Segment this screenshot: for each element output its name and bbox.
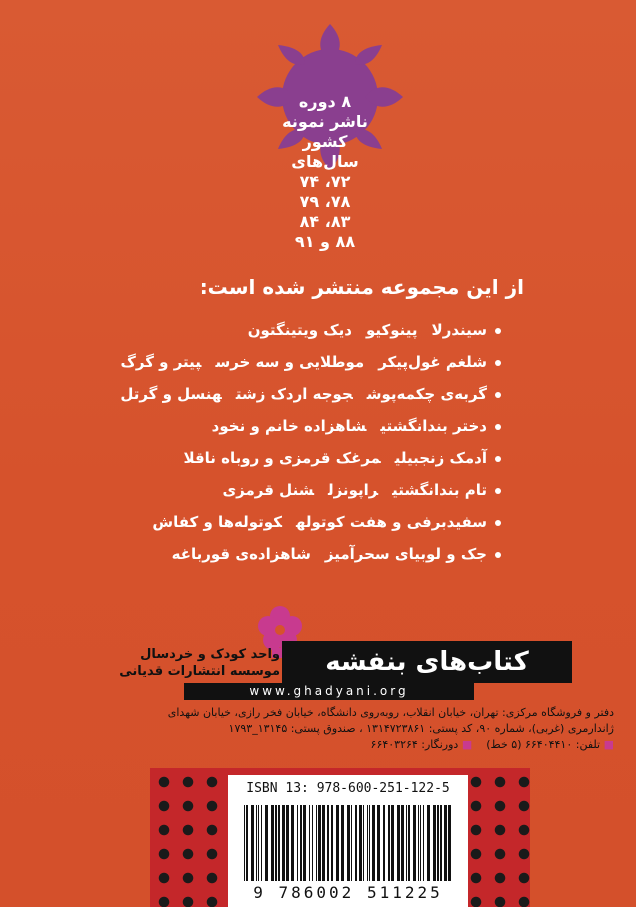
book-title: شاهزاده‌ی قورباغه bbox=[171, 545, 311, 563]
list-item bbox=[101, 318, 501, 350]
bullet-icon: ■ bbox=[603, 738, 614, 751]
bullet-icon bbox=[495, 424, 501, 430]
badge-line: ۷۲، ۷۴ bbox=[299, 172, 351, 191]
publisher-address bbox=[104, 705, 614, 753]
book-title: مرغک قرمزی و روباه ناقلا bbox=[183, 449, 381, 467]
isbn-number: ISBN 13: 978-600-251-122-5 bbox=[246, 781, 450, 796]
publisher-brand: کتاب‌های بنفشه bbox=[282, 641, 572, 683]
book-title: جک و لوبیای سحرآمیز bbox=[324, 545, 487, 563]
publisher-org: موسسه انتشارات قدیانی bbox=[119, 664, 280, 679]
publisher-unit: واحد کودک و خردسال bbox=[140, 647, 280, 662]
bullet-icon bbox=[495, 552, 501, 558]
book-title: تام بندانگشتی bbox=[392, 481, 487, 499]
badge-line: سال‌های bbox=[291, 152, 359, 171]
address-line: دفتر و فروشگاه مرکزی: تهران، خیابان انقلاب، روبه‌روی دانشگاه، خیابان فخر رازی، خیابان شهدای bbox=[167, 706, 614, 719]
book-title: سیندرلا bbox=[431, 321, 487, 339]
barcode-label bbox=[228, 775, 468, 907]
badge-line: ۷۸، ۷۹ bbox=[299, 192, 351, 211]
list-item bbox=[101, 478, 501, 510]
badge-line: کشور bbox=[302, 132, 348, 151]
list-item bbox=[101, 382, 501, 414]
publisher-subtitle bbox=[100, 646, 280, 680]
badge-line: ناشر نمونه bbox=[282, 112, 368, 131]
book-title: شاهزاده خانم و نخود bbox=[211, 417, 367, 435]
book-title: هنسل و گرتل bbox=[120, 385, 222, 403]
book-title: سفیدبرفی و هفت کوتوله bbox=[295, 513, 487, 531]
phone-number: تلفن: ۶۶۴۰۴۴۱۰ (۵ خط) bbox=[486, 738, 601, 751]
list-item bbox=[101, 446, 501, 478]
fax-number: دورنگار: ۶۶۴۰۳۲۶۴ bbox=[370, 738, 459, 751]
series-title-list bbox=[101, 318, 501, 574]
book-title: شلغم غول‌پیکر bbox=[378, 353, 487, 371]
badge-line: ۸ دوره bbox=[298, 92, 352, 111]
book-title: کوتوله‌ها و کفاش bbox=[152, 513, 282, 531]
barcode-digits: 9 786002 511225 bbox=[253, 883, 443, 902]
book-title: دختر بندانگشتی bbox=[380, 417, 487, 435]
list-item bbox=[101, 414, 501, 446]
series-heading: از این مجموعه منتشر شده است: bbox=[199, 275, 524, 299]
book-title: گربه‌ی چکمه‌پوش bbox=[366, 385, 487, 403]
barcode-icon bbox=[242, 805, 454, 883]
bullet-icon bbox=[495, 456, 501, 462]
list-item bbox=[101, 542, 501, 574]
list-item bbox=[101, 510, 501, 542]
bullet-icon bbox=[495, 328, 501, 334]
website-link[interactable]: www.ghadyani.org bbox=[184, 683, 474, 700]
award-badge-text bbox=[280, 92, 370, 252]
bullet-icon bbox=[495, 392, 501, 398]
list-item bbox=[101, 350, 501, 382]
book-title: راپونزل bbox=[327, 481, 379, 499]
badge-line: ۸۸ و ۹۱ bbox=[294, 232, 356, 251]
bullet-icon bbox=[495, 520, 501, 526]
bullet-icon bbox=[495, 488, 501, 494]
book-title: پینوکیو bbox=[365, 321, 418, 339]
book-title: موطلایی و سه خرس bbox=[215, 353, 365, 371]
book-title: پیتر و گرگ bbox=[120, 353, 202, 371]
book-title: دیک ویتینگتون bbox=[247, 321, 352, 339]
contact-line bbox=[104, 737, 614, 753]
book-title: جوجه اردک زشت bbox=[235, 385, 353, 403]
book-title: آدمک زنجبیلی bbox=[394, 449, 487, 467]
book-title: شنل قرمزی bbox=[222, 481, 314, 499]
bullet-icon bbox=[495, 360, 501, 366]
bullet-icon: ■ bbox=[461, 738, 473, 751]
badge-line: ۸۳، ۸۴ bbox=[299, 212, 351, 231]
address-line: ژاندارمری (غربی)، شماره ۹۰، کد پستی: ۱۳۱۴۷۲۳۸۶۱ ، صندوق پستی: ۱۳۱۴۵_۱۷۹۳ bbox=[228, 722, 614, 735]
